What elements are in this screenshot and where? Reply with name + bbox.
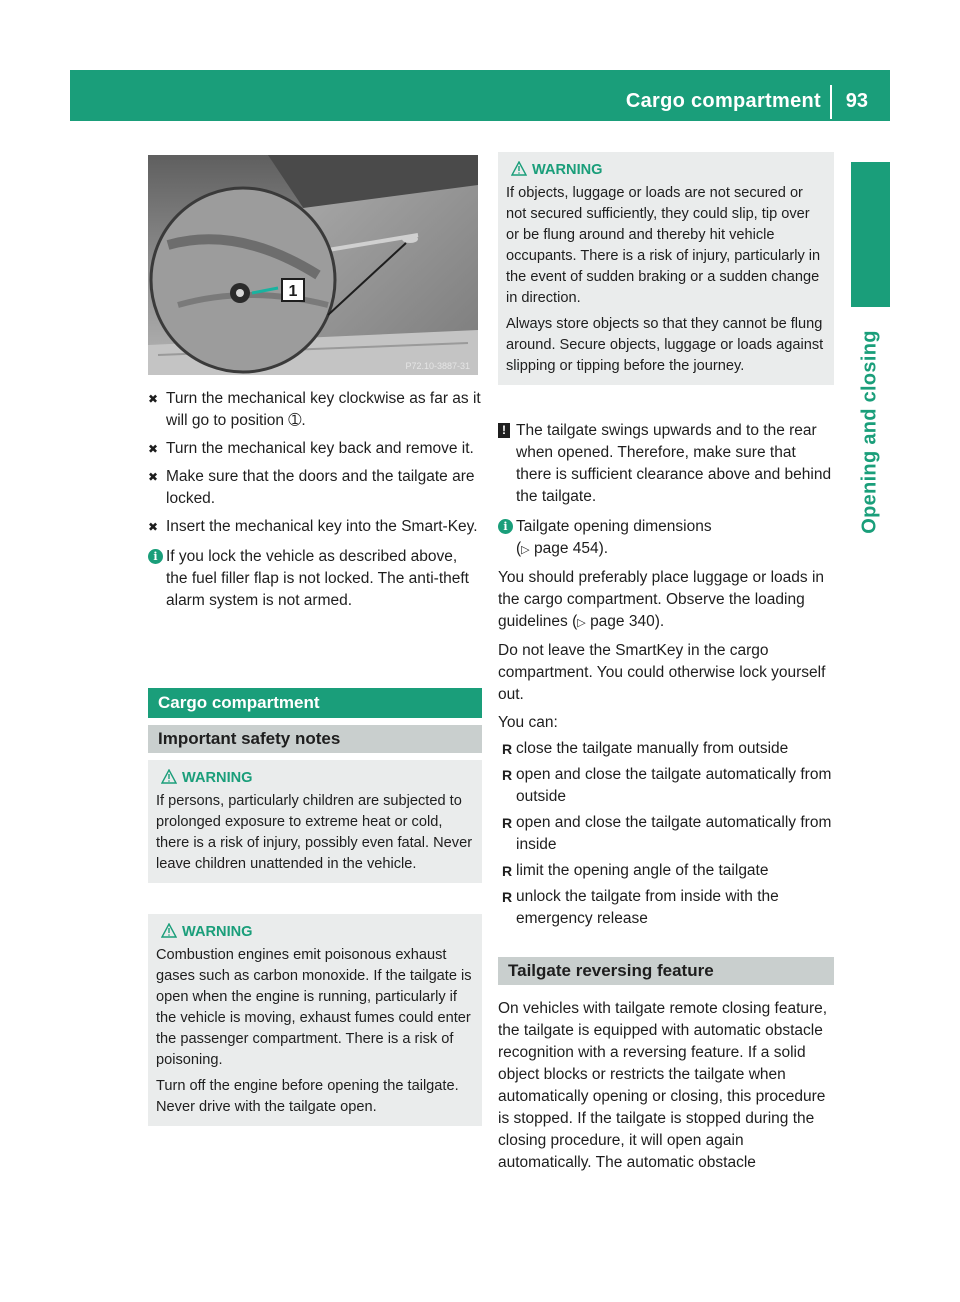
- warning-box-exhaust: [148, 914, 482, 1126]
- arrow-right-icon: ✖: [148, 520, 159, 534]
- triangle-right-icon: ▷: [577, 617, 586, 629]
- page-reference[interactable]: page 340).: [590, 613, 665, 630]
- warning-heading: [156, 922, 474, 943]
- left-column: [148, 388, 482, 618]
- info-note-text: If you lock the vehicle as described above, the fuel filler flap is not locked. The anti-theft alarm system is not armed.: [166, 548, 469, 609]
- list-item-text: open and close the tailgate automatically from outside: [516, 766, 832, 805]
- list-item: [498, 812, 834, 856]
- step-item: [148, 438, 482, 460]
- warning-heading: [156, 768, 474, 789]
- list-item-text: unlock the tailgate from inside with the emergency release: [516, 888, 779, 927]
- paragraph-text: You should preferably place luggage or loads in the cargo compartment. Observe the loading guidelines (: [498, 569, 825, 630]
- door-handle-figure: [148, 155, 478, 375]
- triangle-right-icon: ▷: [521, 544, 530, 556]
- warning-box-children: [148, 760, 482, 883]
- door-handle-illustration: [148, 155, 478, 375]
- step-text: Turn the mechanical key clockwise as far as it will go to position ➀.: [166, 390, 481, 429]
- paragraph-text: On vehicles with tailgate remote closing feature, the tailgate is equipped with automatic obstacle recognition with a reversing feature. If a solid object blocks or restricts the tailgate when automatically opening or closing, this procedure is stopped. If the tailgate is stopped during the closing procedure, it will open again automatically. The automatic obstacle: [498, 1000, 828, 1171]
- warning-heading: [506, 160, 826, 181]
- warning-title: WARNING: [532, 162, 603, 178]
- subsection-title-reversing: Tailgate reversing feature: [498, 957, 834, 985]
- warning-text: Always store objects so that they cannot be flung around. Secure objects, luggage or loads against slipping or tipping before the journey.: [506, 316, 824, 374]
- info-note: [148, 546, 482, 612]
- header-divider: [830, 85, 832, 119]
- page-number: 93: [845, 90, 868, 112]
- figure-callout-1: 1: [288, 283, 298, 300]
- header-title: Cargo compartment: [625, 90, 821, 112]
- warning-text: If objects, luggage or loads are not secured or not secured sufficiently, they could slip, tip over or be flung around and thereby hit vehicle occupants. There is a risk of injury, particularly in the event of sudden braking or a sudden change in direction.: [506, 185, 821, 306]
- notice-note: [498, 420, 834, 508]
- page-reference[interactable]: page 454).: [533, 540, 609, 557]
- warning-text: Turn off the engine before opening the tailgate. Never drive with the tailgate open.: [156, 1078, 459, 1115]
- bullet-r-icon: R: [502, 815, 513, 831]
- paragraph-you-can: You can:: [498, 714, 558, 731]
- info-circle-icon: i: [498, 519, 513, 534]
- step-text: Turn the mechanical key back and remove it.: [166, 440, 474, 457]
- list-item-text: close the tailgate manually from outside: [516, 740, 789, 757]
- list-item: [498, 738, 834, 760]
- side-tab-label: [852, 312, 888, 552]
- subsection-title-safety: Important safety notes: [148, 725, 482, 753]
- warning-title: WARNING: [182, 770, 253, 786]
- bullet-r-icon: R: [502, 863, 513, 879]
- step-text: Make sure that the doors and the tailgate are locked.: [166, 468, 475, 507]
- page-header: [70, 70, 890, 121]
- section-title-cargo: Cargo compartment: [148, 688, 482, 718]
- info-text: Tailgate opening dimensions: [516, 518, 712, 535]
- warning-triangle-icon: [161, 923, 177, 938]
- right-column-body: [498, 420, 834, 934]
- bullet-r-icon: R: [502, 767, 513, 783]
- arrow-right-icon: ✖: [148, 470, 159, 484]
- warning-triangle-icon: [511, 161, 527, 176]
- side-tab-marker: [851, 162, 890, 307]
- step-item: [148, 466, 482, 510]
- warning-text: If persons, particularly children are subjected to prolonged exposure to extreme heat or cold, there is a risk of injury, possibly even fatal. Never leave children unattended in the vehicle.: [156, 793, 473, 872]
- info-note: i Tailgate opening dimensions (▷ page 454).: [498, 516, 834, 561]
- paragraph-luggage: [498, 567, 834, 634]
- warning-triangle-icon: [161, 769, 177, 784]
- warning-text: Combustion engines emit poisonous exhaust gases such as carbon monoxide. If the tailgate is open when the engine is running, particularly if the vehicle is moving, exhaust fumes could enter the passenger compartment. There is a risk of poisoning.: [156, 947, 472, 1068]
- notice-text: The tailgate swings upwards and to the rear when opened. Therefore, make sure that there is sufficient clearance above and behind the tailgate.: [516, 422, 832, 505]
- figure-code: P72.10-3887-31: [405, 361, 470, 371]
- reversing-paragraph: [498, 998, 834, 1180]
- side-tab-text: Opening and closing: [859, 330, 882, 534]
- list-item: [498, 860, 834, 882]
- arrow-right-icon: ✖: [148, 392, 159, 406]
- info-circle-icon: i: [148, 549, 163, 564]
- warning-title: WARNING: [182, 924, 253, 940]
- step-text: Insert the mechanical key into the Smart-Key.: [166, 518, 478, 535]
- list-item-text: limit the opening angle of the tailgate: [516, 862, 769, 879]
- warning-box-luggage: [498, 152, 834, 385]
- arrow-right-icon: ✖: [148, 442, 159, 456]
- bullet-r-icon: R: [502, 889, 513, 905]
- exclamation-icon: !: [498, 423, 510, 438]
- list-item: [498, 886, 834, 930]
- paragraph-smartkey: Do not leave the SmartKey in the cargo compartment. You could otherwise lock yourself out.: [498, 642, 826, 703]
- list-item: [498, 764, 834, 808]
- list-item-text: open and close the tailgate automatically from inside: [516, 814, 832, 853]
- bullet-r-icon: R: [502, 741, 513, 757]
- step-item: [148, 516, 482, 538]
- step-item: [148, 388, 482, 432]
